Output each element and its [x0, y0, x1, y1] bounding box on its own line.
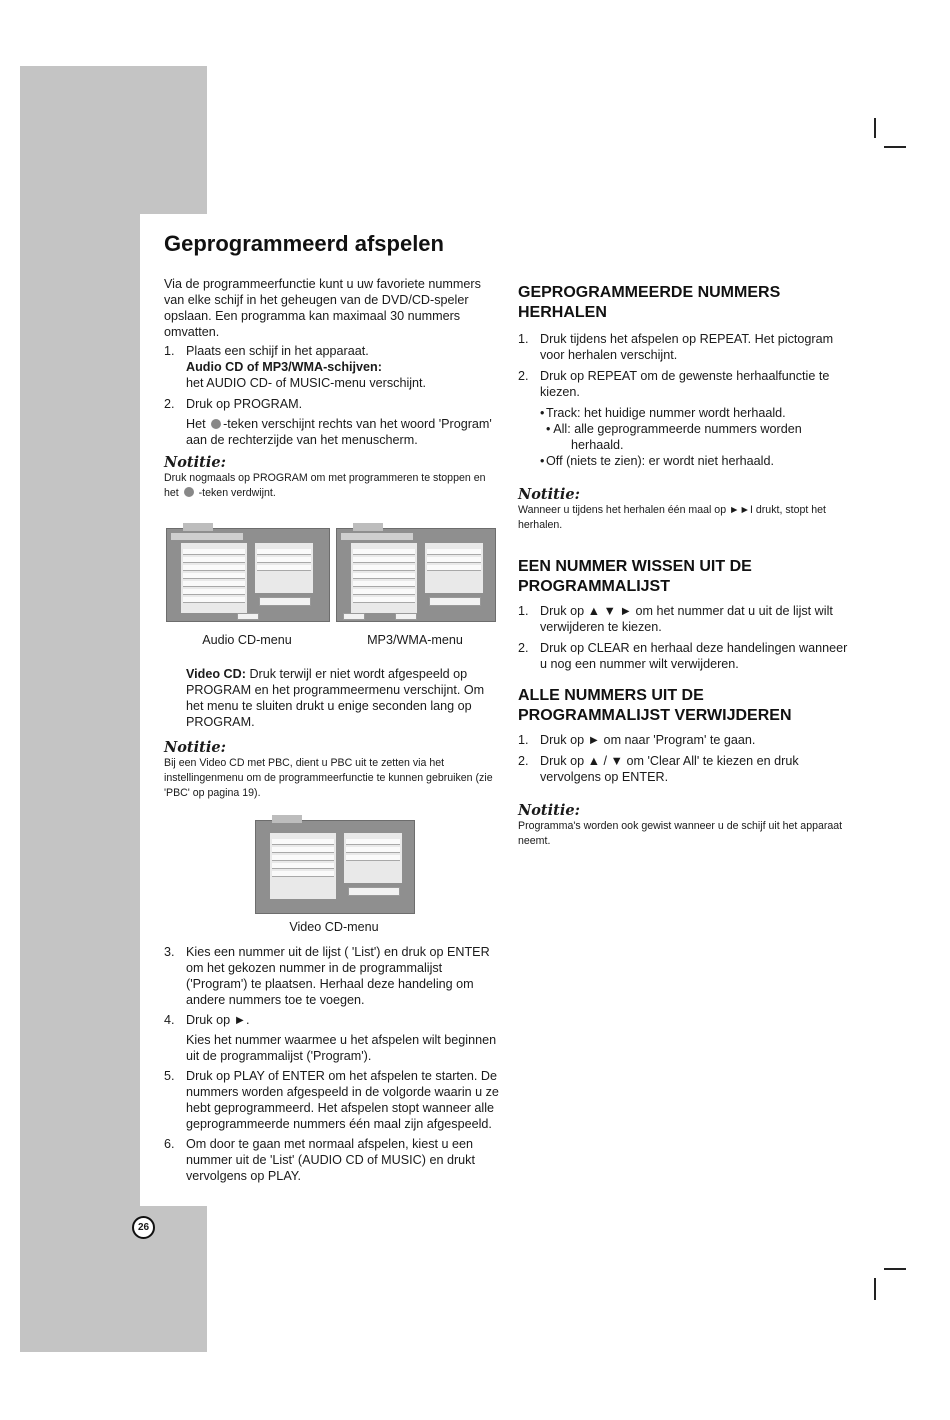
step-number: 5.: [164, 1069, 175, 1083]
program-mark-icon: [184, 487, 194, 497]
crop-mark: [884, 146, 906, 148]
left-column-bottom: [164, 944, 502, 1184]
section-title-delete-all: ALLE NUMMERS UIT DE PROGRAMMALIJST VERWIJDEREN: [518, 687, 792, 724]
note-title: Notitie:: [164, 454, 226, 471]
step-number: 6.: [164, 1137, 175, 1151]
step-text: Druk op ▲ ▼ ► om het nummer dat u uit de lijst wilt verwijderen te kiezen.: [540, 604, 833, 634]
caption-audio-cd-menu: Audio CD-menu: [202, 633, 292, 647]
video-cd-paragraph: [164, 666, 502, 730]
program-mark-icon: [211, 419, 221, 429]
step-text: Druk op ►.: [186, 1013, 250, 1027]
step-bold-label: Audio CD of MP3/WMA-schijven:: [186, 360, 382, 374]
step-number: 1.: [518, 604, 529, 618]
delete-step-1: [518, 603, 850, 635]
step-subtext: het AUDIO CD- of MUSIC-menu verschijnt.: [186, 376, 427, 390]
right-column: [518, 283, 850, 849]
delete-all-step-1: [518, 732, 850, 748]
note-text-a: Druk nogmaals op PROGRAM om met programmeren te stoppen en het: [164, 472, 486, 499]
page-number: 26: [132, 1216, 155, 1239]
step-5: [164, 1068, 502, 1132]
step-text: Druk op PLAY of ENTER om het afspelen te starten. De nummers worden afgespeeld in de volgorde waarin u ze hebt geprogrammeerd. Het afspelen stopt wanneer alle geprogrammeerde nummers één maal zijn afgespeeld.: [186, 1069, 499, 1131]
step-text: Plaats een schijf in het apparaat.: [186, 344, 369, 358]
step-6: [164, 1136, 502, 1184]
section-title-delete-one: EEN NUMMER WISSEN UIT DE PROGRAMMALIJST: [518, 558, 752, 595]
bullet-icon: •: [546, 422, 551, 436]
left-column-middle: [164, 666, 502, 801]
step-number: 1.: [518, 332, 529, 346]
margin-band-left: [20, 214, 140, 1206]
step-text: Druk op REPEAT om de gewenste herhaalfunctie te kiezen.: [540, 369, 830, 399]
note-text: Bij een Video CD met PBC, dient u PBC uit te zetten via het instellingenmenu om de programmeerfunctie te kunnen gebruiken (zie 'PBC' op pagina 19).: [164, 757, 493, 799]
bullet-icon: •: [540, 454, 545, 468]
margin-band-top: [20, 66, 207, 214]
note-text: [164, 471, 502, 501]
caption-video-cd-menu: Video CD-menu: [289, 920, 379, 934]
video-cd-text: Druk terwijl er niet wordt afgespeeld op PROGRAM en het programmeermenu verschijnt. Om het menu te sluiten drukt u enige seconden lang op PROGRAM.: [186, 667, 485, 729]
repeat-option-all: [518, 421, 850, 453]
step-2: [164, 396, 502, 448]
step-number: 1.: [518, 733, 529, 747]
intro-text: Via de programmeerfunctie kunt u uw favoriete nummers van elke schijf in het geheugen van de DVD/CD-speler opslaan. Een programma kan maximaal 30 nummers omvatten.: [164, 277, 481, 339]
step-number: 2.: [518, 641, 529, 655]
step-text: Kies een nummer uit de lijst ( 'List') en druk op ENTER om het gekozen nummer in de programmalijst ('Program') te plaatsen. Herhaal deze handeling om andere nummers toe te voegen.: [186, 945, 490, 1007]
note-title: Notitie:: [518, 486, 580, 503]
step-number: 2.: [518, 369, 529, 383]
delete-all-step-2: [518, 753, 850, 785]
mp3-wma-menu-screenshot: [336, 528, 496, 622]
step-text: Druk op ▲ / ▼ om 'Clear All' te kiezen en druk vervolgens op ENTER.: [540, 754, 799, 784]
step-4: [164, 1012, 502, 1064]
left-column-top: [164, 276, 502, 501]
step-subtext: [186, 416, 502, 448]
step-number: 4.: [164, 1013, 175, 1027]
step-number: 2.: [164, 397, 175, 411]
crop-mark: [874, 118, 876, 138]
bullet-text: All: alle geprogrammeerde nummers worden herhaald.: [553, 422, 802, 452]
step-text: Om door te gaan met normaal afspelen, kiest u een nummer uit de 'List' (AUDIO CD of MUSIC) en drukt vervolgens op PLAY.: [186, 1137, 475, 1183]
section-title-repeat: GEPROGRAMMEERDE NUMMERS HERHALEN: [518, 284, 781, 321]
step-number: 3.: [164, 945, 175, 959]
crop-mark: [884, 1268, 906, 1270]
audio-cd-menu-screenshot: [166, 528, 330, 622]
bullet-text: Track: het huidige nummer wordt herhaald.: [546, 406, 786, 420]
step-number: 1.: [164, 344, 175, 358]
crop-mark: [874, 1278, 876, 1300]
note-title: Notitie:: [164, 739, 226, 756]
step-text: Druk op CLEAR en herhaal deze handelingen wanneer u nog een nummer wilt verwijderen.: [540, 641, 848, 671]
note-title: Notitie:: [518, 802, 580, 819]
video-cd-label: Video CD:: [186, 667, 246, 681]
bullet-text: Off (niets te zien): er wordt niet herhaald.: [546, 454, 774, 468]
video-cd-menu-screenshot: [255, 820, 415, 914]
caption-mp3-wma-menu: MP3/WMA-menu: [367, 633, 463, 647]
page-title: Geprogrammeerd afspelen: [164, 231, 444, 256]
step-subtext-b: -teken verschijnt rechts van het woord 'Program' aan de rechterzijde van het menuscherm.: [186, 417, 492, 447]
bullet-icon: •: [540, 406, 545, 420]
note-text-b: -teken verdwijnt.: [198, 487, 276, 499]
step-text: Druk op ► om naar 'Program' te gaan.: [540, 733, 756, 747]
note-text: Wanneer u tijdens het herhalen één maal op ►►I drukt, stopt het herhalen.: [518, 504, 826, 531]
step-subtext: Kies het nummer waarmee u het afspelen wilt beginnen uit de programmalijst ('Program').: [186, 1033, 497, 1063]
repeat-step-1: [518, 331, 850, 363]
delete-step-2: [518, 640, 850, 672]
step-text: Druk op PROGRAM.: [186, 397, 303, 411]
step-1: [164, 343, 502, 391]
margin-band-bottom: [20, 1206, 207, 1352]
step-text: Druk tijdens het afspelen op REPEAT. Het pictogram voor herhalen verschijnt.: [540, 332, 834, 362]
note-text: Programma's worden ook gewist wanneer u de schijf uit het apparaat neemt.: [518, 820, 843, 847]
step-3: [164, 944, 502, 1008]
repeat-step-2: [518, 368, 850, 400]
repeat-option-track: [518, 405, 850, 421]
repeat-option-off: [518, 453, 850, 469]
step-number: 2.: [518, 754, 529, 768]
step-subtext-a: Het: [186, 417, 206, 431]
